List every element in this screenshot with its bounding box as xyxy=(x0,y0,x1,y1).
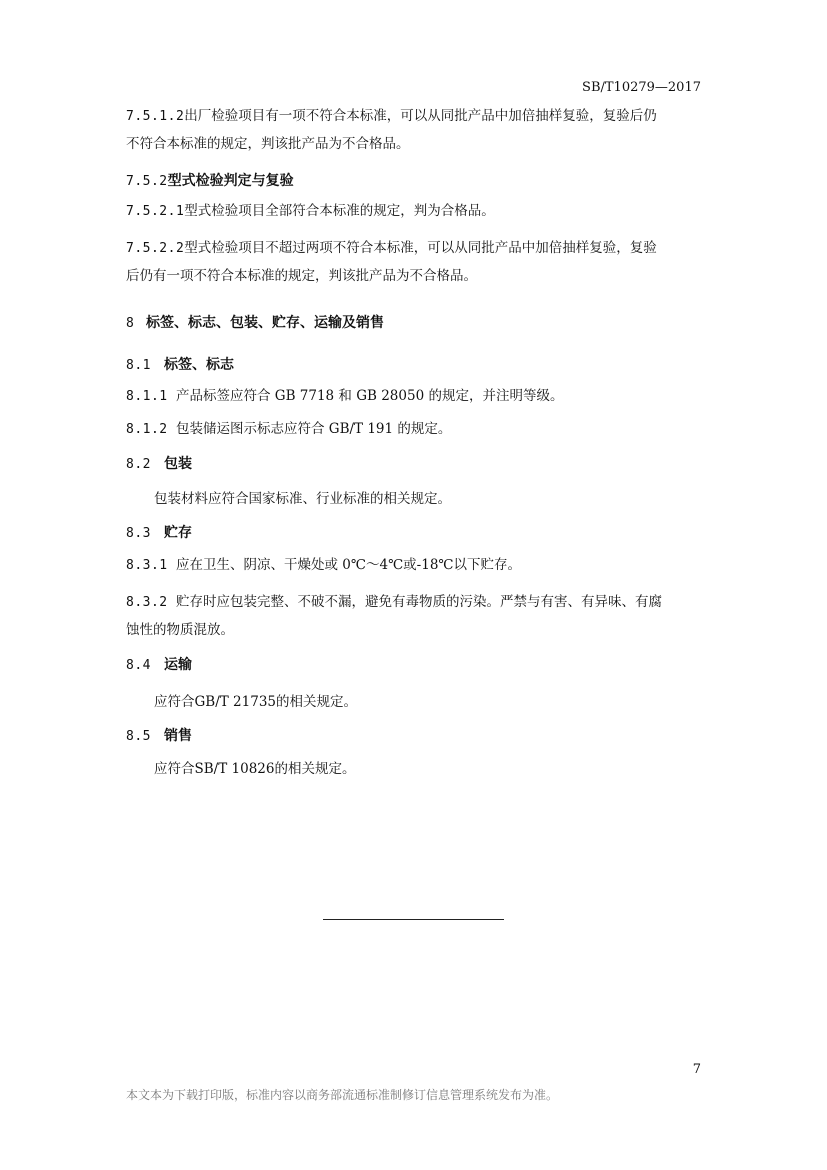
heading-title: 贮存 xyxy=(164,525,192,541)
clause-number: 7.5.2.2 xyxy=(126,241,185,256)
heading-number: 8.4 xyxy=(126,658,151,673)
heading-title: 包装 xyxy=(164,456,192,472)
clause-number: 7.5.1.2 xyxy=(126,109,185,124)
heading-8-4 xyxy=(126,654,192,674)
clause-8-3-1 xyxy=(126,555,706,576)
paragraph-transport: 应符合GB/T 21735的相关规定。 xyxy=(154,694,357,710)
heading-number: 8.2 xyxy=(126,457,151,472)
clause-8-3-2 xyxy=(126,592,706,613)
heading-8 xyxy=(126,312,384,332)
clause-8-3-2-cont: 蚀性的物质混放。 xyxy=(126,622,234,638)
heading-title: 标签、标志、包装、贮存、运输及销售 xyxy=(146,315,384,331)
clause-text: 出厂检验项目有一项不符合本标准，可以从同批产品中加倍抽样复验，复验后仍 xyxy=(184,108,657,124)
clause-number: 8.1.2 xyxy=(126,422,168,437)
clause-7-5-1-2 xyxy=(126,106,706,127)
heading-8-3 xyxy=(126,522,192,542)
heading-7-5-2 xyxy=(126,170,294,190)
heading-number: 7.5.2 xyxy=(126,174,168,189)
clause-text: 型式检验项目不超过两项不符合本标准，可以从同批产品中加倍抽样复验，复验 xyxy=(184,240,657,256)
heading-title: 型式检验判定与复验 xyxy=(167,173,294,189)
heading-title: 销售 xyxy=(164,728,192,744)
end-rule xyxy=(323,919,504,920)
clause-text: 型式检验项目全部符合本标准的规定，判为合格品。 xyxy=(184,203,495,219)
heading-8-1 xyxy=(126,354,234,374)
paragraph-packaging: 包装材料应符合国家标准、行业标准的相关规定。 xyxy=(154,491,451,507)
heading-title: 标签、标志 xyxy=(164,357,234,373)
page-number: 7 xyxy=(692,1062,701,1077)
clause-text: 应在卫生、阴凉、干燥处或 0℃～4℃或-18℃以下贮存。 xyxy=(176,557,522,573)
heading-number: 8 xyxy=(126,316,135,331)
clause-number: 7.5.2.1 xyxy=(126,204,185,219)
header-standard-code: SB/T10279—2017 xyxy=(582,80,701,95)
clause-number: 8.1.1 xyxy=(126,389,168,404)
heading-number: 8.5 xyxy=(126,729,151,744)
clause-7-5-2-2-cont: 后仍有一项不符合本标准的规定，判该批产品为不合格品。 xyxy=(126,268,477,284)
clause-text: 包装储运图示标志应符合 GB/T 191 的规定。 xyxy=(176,421,452,437)
footer-notice: 本文本为下载打印版，标准内容以商务部流通标准制修订信息管理系统发布为准。 xyxy=(126,1088,559,1102)
clause-number: 8.3.2 xyxy=(126,595,168,610)
heading-number: 8.1 xyxy=(126,358,151,373)
clause-number: 8.3.1 xyxy=(126,558,168,573)
heading-title: 运输 xyxy=(164,657,192,673)
clause-8-1-2 xyxy=(126,419,706,440)
clause-7-5-2-1 xyxy=(126,201,706,222)
heading-8-2 xyxy=(126,453,192,473)
clause-8-1-1 xyxy=(126,386,706,407)
clause-7-5-1-2-cont: 不符合本标准的规定，判该批产品为不合格品。 xyxy=(126,136,410,152)
heading-number: 8.3 xyxy=(126,526,151,541)
paragraph-sales: 应符合SB/T 10826的相关规定。 xyxy=(154,761,356,777)
clause-7-5-2-2 xyxy=(126,238,706,259)
clause-text: 产品标签应符合 GB 7718 和 GB 28050 的规定，并注明等级。 xyxy=(176,388,564,404)
clause-text: 贮存时应包装完整、不破不漏，避免有毒物质的污染。严禁与有害、有异味、有腐 xyxy=(176,594,662,610)
heading-8-5 xyxy=(126,725,192,745)
